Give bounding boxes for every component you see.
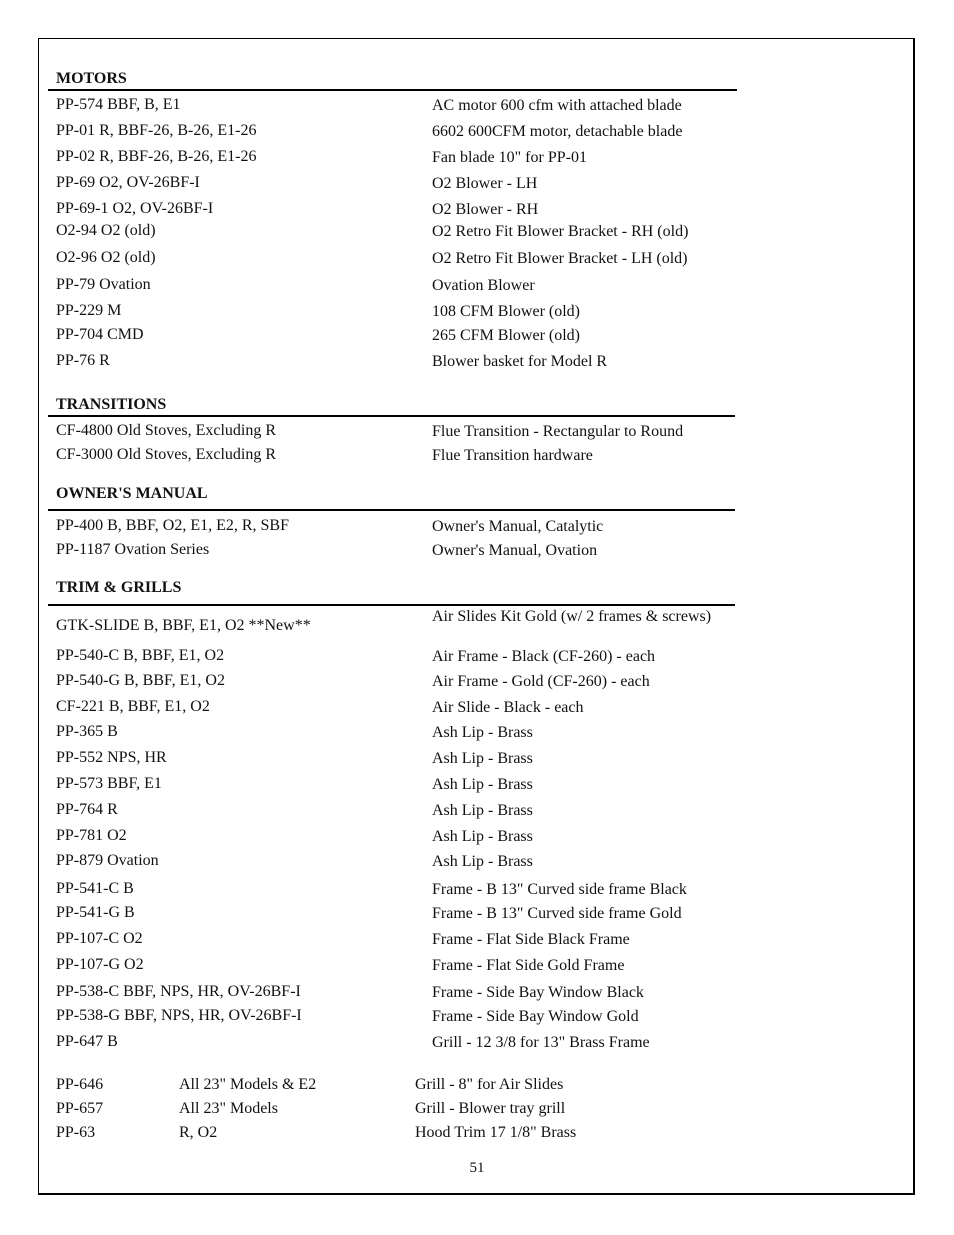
part-description: Grill - 8" for Air Slides xyxy=(415,1076,564,1093)
part-number: PP-02 R, BBF-26, B-26, E1-26 xyxy=(56,148,257,165)
part-number: CF-221 B, BBF, E1, O2 xyxy=(56,698,210,715)
part-number: PP-63 xyxy=(56,1124,96,1141)
part-number: PP-107-C O2 xyxy=(56,930,143,947)
part-description: Frame - Flat Side Black Frame xyxy=(432,931,630,948)
section-heading-transitions: TRANSITIONS xyxy=(56,396,167,413)
section-rule xyxy=(48,509,735,511)
part-description: Ash Lip - Brass xyxy=(432,724,533,741)
part-description: Fan blade 10" for PP-01 xyxy=(432,149,587,166)
part-number: PP-538-G BBF, NPS, HR, OV-26BF-I xyxy=(56,1007,302,1024)
part-description: Flue Transition hardware xyxy=(432,447,593,464)
part-description: Frame - Flat Side Gold Frame xyxy=(432,957,625,974)
part-number: PP-400 B, BBF, O2, E1, E2, R, SBF xyxy=(56,517,289,534)
section-rule xyxy=(48,89,737,91)
part-description: Ash Lip - Brass xyxy=(432,802,533,819)
part-description: Frame - Side Bay Window Black xyxy=(432,984,644,1001)
part-number: PP-1187 Ovation Series xyxy=(56,541,210,558)
part-description: O2 Blower - RH xyxy=(432,201,539,218)
part-number: PP-69 O2, OV-26BF-I xyxy=(56,174,200,191)
part-description: Ovation Blower xyxy=(432,277,535,294)
part-description: Ash Lip - Brass xyxy=(432,828,533,845)
part-number: CF-3000 Old Stoves, Excluding R xyxy=(56,446,277,463)
part-description: Ash Lip - Brass xyxy=(432,776,533,793)
part-description: AC motor 600 cfm with attached blade xyxy=(432,97,682,114)
part-number: PP-704 CMD xyxy=(56,326,144,343)
part-number: PP-657 xyxy=(56,1100,104,1117)
page-number: 51 xyxy=(469,1160,485,1176)
part-description: 265 CFM Blower (old) xyxy=(432,327,580,344)
part-description: 6602 600CFM motor, detachable blade xyxy=(432,123,683,140)
section-heading-owners-manual: OWNER'S MANUAL xyxy=(56,485,208,502)
part-number: PP-541-G B xyxy=(56,904,135,921)
part-number: PP-647 B xyxy=(56,1033,118,1050)
part-description: Frame - B 13" Curved side frame Black xyxy=(432,881,687,898)
part-number: PP-69-1 O2, OV-26BF-I xyxy=(56,200,214,217)
part-description: Grill - 12 3/8 for 13" Brass Frame xyxy=(432,1034,650,1051)
part-models: All 23" Models xyxy=(179,1100,278,1117)
section-rule xyxy=(48,604,735,606)
part-description: Frame - B 13" Curved side frame Gold xyxy=(432,905,682,922)
part-number: GTK-SLIDE B, BBF, E1, O2 **New** xyxy=(56,617,311,634)
part-models: All 23" Models & E2 xyxy=(179,1076,317,1093)
part-description: Frame - Side Bay Window Gold xyxy=(432,1008,639,1025)
part-number: O2-94 O2 (old) xyxy=(56,222,156,239)
part-number: PP-552 NPS, HR xyxy=(56,749,167,766)
part-number: PP-538-C BBF, NPS, HR, OV-26BF-I xyxy=(56,983,301,1000)
part-number: PP-541-C B xyxy=(56,880,134,897)
part-number: PP-79 Ovation xyxy=(56,276,151,293)
part-description: Air Frame - Black (CF-260) - each xyxy=(432,648,656,665)
part-description: Ash Lip - Brass xyxy=(432,853,533,870)
part-description: 108 CFM Blower (old) xyxy=(432,303,580,320)
part-number: PP-573 BBF, E1 xyxy=(56,775,162,792)
section-heading-trim-grills: TRIM & GRILLS xyxy=(56,579,182,596)
part-number: PP-540-G B, BBF, E1, O2 xyxy=(56,672,225,689)
part-number: PP-365 B xyxy=(56,723,118,740)
part-number: PP-781 O2 xyxy=(56,827,127,844)
part-description: O2 Retro Fit Blower Bracket - LH (old) xyxy=(432,250,688,267)
part-description: Air Slides Kit Gold (w/ 2 frames & screws) xyxy=(432,608,712,625)
part-number: PP-107-G O2 xyxy=(56,956,144,973)
part-description: O2 Blower - LH xyxy=(432,175,538,192)
part-description: Flue Transition - Rectangular to Round xyxy=(432,423,684,440)
part-number: PP-574 BBF, B, E1 xyxy=(56,96,181,113)
part-number: PP-879 Ovation xyxy=(56,852,159,869)
part-description: Owner's Manual, Catalytic xyxy=(432,518,604,535)
part-number: O2-96 O2 (old) xyxy=(56,249,156,266)
part-models: R, O2 xyxy=(179,1124,218,1141)
part-number: PP-646 xyxy=(56,1076,104,1093)
section-heading-motors: MOTORS xyxy=(56,70,127,87)
part-number: PP-229 M xyxy=(56,302,122,319)
part-number: PP-76 R xyxy=(56,352,110,369)
part-description: Air Frame - Gold (CF-260) - each xyxy=(432,673,650,690)
section-rule xyxy=(48,415,735,417)
part-description: Hood Trim 17 1/8" Brass xyxy=(415,1124,577,1141)
part-description: Blower basket for Model R xyxy=(432,353,608,370)
part-description: Ash Lip - Brass xyxy=(432,750,533,767)
part-description: Grill - Blower tray grill xyxy=(415,1100,566,1117)
part-number: PP-764 R xyxy=(56,801,118,818)
part-number: PP-01 R, BBF-26, B-26, E1-26 xyxy=(56,122,257,139)
part-description: Owner's Manual, Ovation xyxy=(432,542,598,559)
part-description: O2 Retro Fit Blower Bracket - RH (old) xyxy=(432,223,689,240)
part-description: Air Slide - Black - each xyxy=(432,699,584,716)
part-number: CF-4800 Old Stoves, Excluding R xyxy=(56,422,277,439)
part-number: PP-540-C B, BBF, E1, O2 xyxy=(56,647,225,664)
